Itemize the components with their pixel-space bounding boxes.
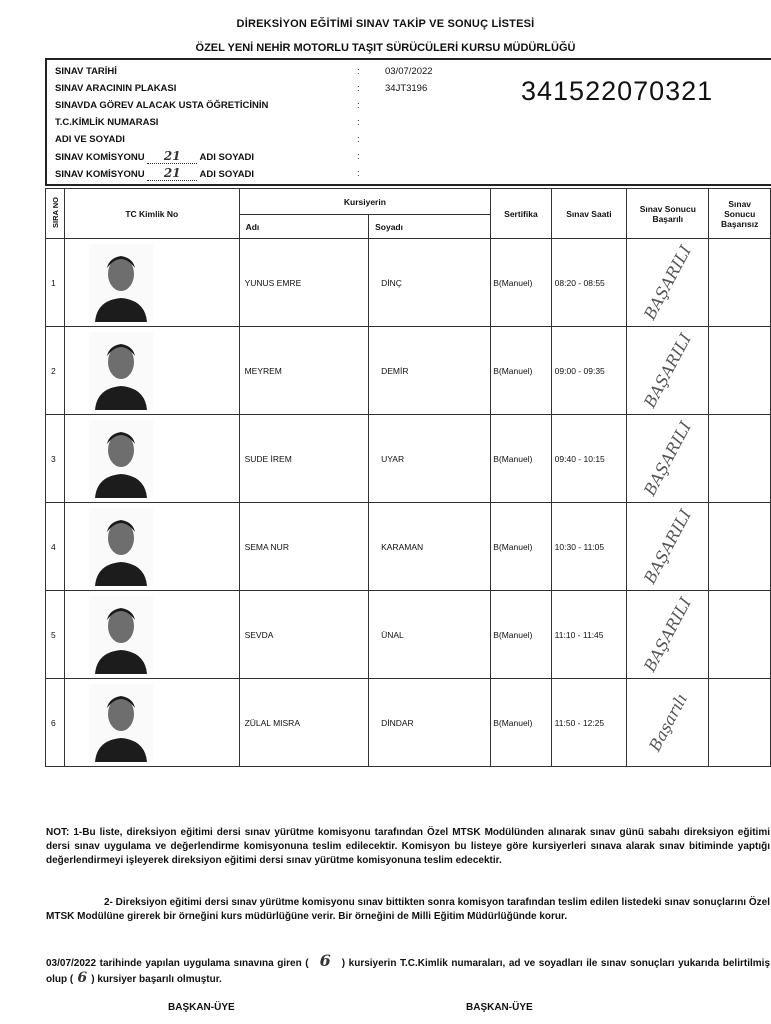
result-passed-handwritten: BAŞARILI bbox=[640, 418, 696, 499]
signature-left-label: BAŞKAN-ÜYE bbox=[168, 1002, 235, 1013]
exam-time: 11:10 - 11:45 bbox=[551, 591, 627, 679]
result-passed-handwritten: Başarılı bbox=[644, 690, 691, 755]
student-photo bbox=[89, 508, 153, 586]
tc-number-label: T.C.KİMLİK NUMARASI bbox=[55, 117, 159, 128]
note-1: NOT: 1-Bu liste, direksiyon eğitimi dersi sınav yürütme komisyonu tarafından Özel MTSK Modülünden alınarak sınav günü sabahı direksiyon eğitimi dersi sınav uygulama ve değerlendirme komisyonuna teslim edilecektir. Komisyon bu listeye göre kursiyerleri sınava alarak sınav bitiminde yaptığı değerlendirmeyi işleyerek direksiyon eğitimi dersi sınav yürütme komisyonuna teslim edecektir. bbox=[46, 827, 770, 866]
row-number: 2 bbox=[46, 327, 65, 415]
commission-name-label: ADI SOYADI bbox=[199, 169, 255, 180]
result-passed-cell bbox=[627, 239, 709, 327]
tc-photo-cell bbox=[65, 239, 240, 327]
header-tc: TC Kimlik No bbox=[65, 189, 240, 239]
row-number: 6 bbox=[46, 679, 65, 767]
table-row bbox=[46, 591, 771, 679]
tc-photo-cell bbox=[65, 327, 240, 415]
signature-right-label: BAŞKAN-ÜYE bbox=[466, 1002, 533, 1013]
summary-part-c: ) kursiyer başarılı olmuştur. bbox=[91, 974, 222, 985]
result-failed-cell bbox=[709, 503, 771, 591]
summary-part-b: ) kursiyerin T.C.Kimlik numaraları, ad ve soyadları ile sınav sonuçları yukarıda belirtilmiş olup ( bbox=[46, 958, 771, 985]
certificate: B(Manuel) bbox=[491, 415, 551, 503]
first-name: SEMA NUR bbox=[239, 503, 369, 591]
last-name: DİNDAR bbox=[369, 679, 491, 767]
student-photo bbox=[89, 420, 153, 498]
first-name: ZÜLAL MISRA bbox=[239, 679, 369, 767]
certificate: B(Manuel) bbox=[491, 239, 551, 327]
exam-time: 09:00 - 09:35 bbox=[551, 327, 627, 415]
row-number: 1 bbox=[46, 239, 65, 327]
exam-info-box bbox=[45, 58, 771, 186]
commission-1-row bbox=[55, 149, 254, 164]
student-photo bbox=[89, 332, 153, 410]
colon: : bbox=[357, 151, 360, 162]
certificate: B(Manuel) bbox=[491, 503, 551, 591]
student-photo bbox=[89, 684, 153, 762]
result-passed-cell bbox=[627, 503, 709, 591]
table-row bbox=[46, 503, 771, 591]
student-photo bbox=[89, 596, 153, 674]
commission-2-number: 21 bbox=[147, 166, 197, 181]
plate-label: SINAV ARACININ PLAKASI bbox=[55, 83, 177, 94]
exam-number: 341522070321 bbox=[521, 76, 714, 106]
commission-2-row bbox=[55, 166, 254, 181]
summary-part-a: 03/07/2022 tarihinde yapılan uygulama sınavına giren ( bbox=[46, 958, 309, 969]
result-passed-handwritten: BAŞARILI bbox=[640, 242, 696, 323]
last-name: ÜNAL bbox=[369, 591, 491, 679]
last-name: KARAMAN bbox=[369, 503, 491, 591]
result-passed-handwritten: BAŞARILI bbox=[640, 506, 696, 587]
colon: : bbox=[357, 134, 360, 145]
results-table bbox=[45, 188, 771, 767]
certificate: B(Manuel) bbox=[491, 679, 551, 767]
exam-time: 11:50 - 12:25 bbox=[551, 679, 627, 767]
tc-photo-cell bbox=[65, 415, 240, 503]
first-name: YUNUS EMRE bbox=[239, 239, 369, 327]
exam-time: 10:30 - 11:05 bbox=[551, 503, 627, 591]
tc-photo-cell bbox=[65, 591, 240, 679]
row-number: 3 bbox=[46, 415, 65, 503]
header-sertifika: Sertifika bbox=[491, 189, 551, 239]
result-failed-cell bbox=[709, 415, 771, 503]
first-name: SUDE İREM bbox=[239, 415, 369, 503]
result-failed-cell bbox=[709, 239, 771, 327]
last-name: DİNÇ bbox=[369, 239, 491, 327]
first-name: SEVDA bbox=[239, 591, 369, 679]
header-sira-no: SIRA NO bbox=[46, 189, 65, 239]
document-title: DİREKSİYON EĞİTİMİ SINAV TAKİP VE SONUÇ LİSTESİ bbox=[236, 18, 535, 30]
header-adi: Adı bbox=[239, 215, 369, 239]
header-basarisiz: Sınav Sonucu Başarısız bbox=[709, 189, 771, 239]
note-2: 2- Direksiyon eğitimi dersi sınav yürütme komisyonu sınav bittikten sonra komisyon tarafından teslim edilen listedeki sınav sonuçlarını Özel MTSK Modülüne girerek bir örneğini kurs müdürlüğüne verir. Bir örneğini de Milli Eğitim Müdürlüğünde korur. bbox=[46, 897, 770, 922]
commission-name-label: ADI SOYADI bbox=[199, 152, 255, 163]
summary-pass-handwritten: 6 bbox=[77, 970, 88, 986]
plate-value: 34JT3196 bbox=[385, 83, 428, 94]
summary-text bbox=[46, 951, 771, 987]
document-subtitle: ÖZEL YENİ NEHİR MOTORLU TAŞIT SÜRÜCÜLERİ KURSU MÜDÜRLÜĞÜ bbox=[195, 42, 576, 54]
tc-photo-cell bbox=[65, 503, 240, 591]
header-basarili: Sınav Sonucu Başarılı bbox=[627, 189, 709, 239]
result-passed-handwritten: BAŞARILI bbox=[640, 594, 696, 675]
result-failed-cell bbox=[709, 591, 771, 679]
row-number: 5 bbox=[46, 591, 65, 679]
header-kursiyerin: Kursiyerin bbox=[239, 189, 491, 215]
exam-date-label: SINAV TARİHİ bbox=[55, 66, 117, 77]
result-passed-cell bbox=[627, 327, 709, 415]
name-label: ADI VE SOYADI bbox=[55, 134, 125, 145]
first-name: MEYREM bbox=[239, 327, 369, 415]
exam-time: 09:40 - 10:15 bbox=[551, 415, 627, 503]
colon: : bbox=[357, 100, 360, 111]
instructor-label: SINAVDA GÖREV ALACAK USTA ÖĞRETİCİNİN bbox=[55, 100, 269, 111]
colon: : bbox=[357, 168, 360, 179]
commission-label: SINAV KOMİSYONU bbox=[55, 152, 145, 163]
commission-label: SINAV KOMİSYONU bbox=[55, 169, 145, 180]
certificate: B(Manuel) bbox=[491, 327, 551, 415]
result-failed-cell bbox=[709, 679, 771, 767]
header-sinav-saati: Sınav Saati bbox=[551, 189, 627, 239]
table-row bbox=[46, 415, 771, 503]
colon: : bbox=[357, 83, 360, 94]
result-passed-cell bbox=[627, 679, 709, 767]
table-row bbox=[46, 679, 771, 767]
last-name: DEMİR bbox=[369, 327, 491, 415]
table-row bbox=[46, 239, 771, 327]
summary-count-handwritten: 6 bbox=[319, 951, 331, 970]
certificate: B(Manuel) bbox=[491, 591, 551, 679]
result-failed-cell bbox=[709, 327, 771, 415]
header-soyadi: Soyadı bbox=[369, 215, 491, 239]
result-passed-cell bbox=[627, 591, 709, 679]
last-name: UYAR bbox=[369, 415, 491, 503]
tc-photo-cell bbox=[65, 679, 240, 767]
exam-time: 08:20 - 08:55 bbox=[551, 239, 627, 327]
exam-date-value: 03/07/2022 bbox=[385, 66, 433, 77]
table-row bbox=[46, 327, 771, 415]
colon: : bbox=[357, 66, 360, 77]
colon: : bbox=[357, 117, 360, 128]
row-number: 4 bbox=[46, 503, 65, 591]
commission-1-number: 21 bbox=[147, 149, 197, 164]
result-passed-cell bbox=[627, 415, 709, 503]
result-passed-handwritten: BAŞARILI bbox=[640, 330, 696, 411]
student-photo bbox=[89, 244, 153, 322]
